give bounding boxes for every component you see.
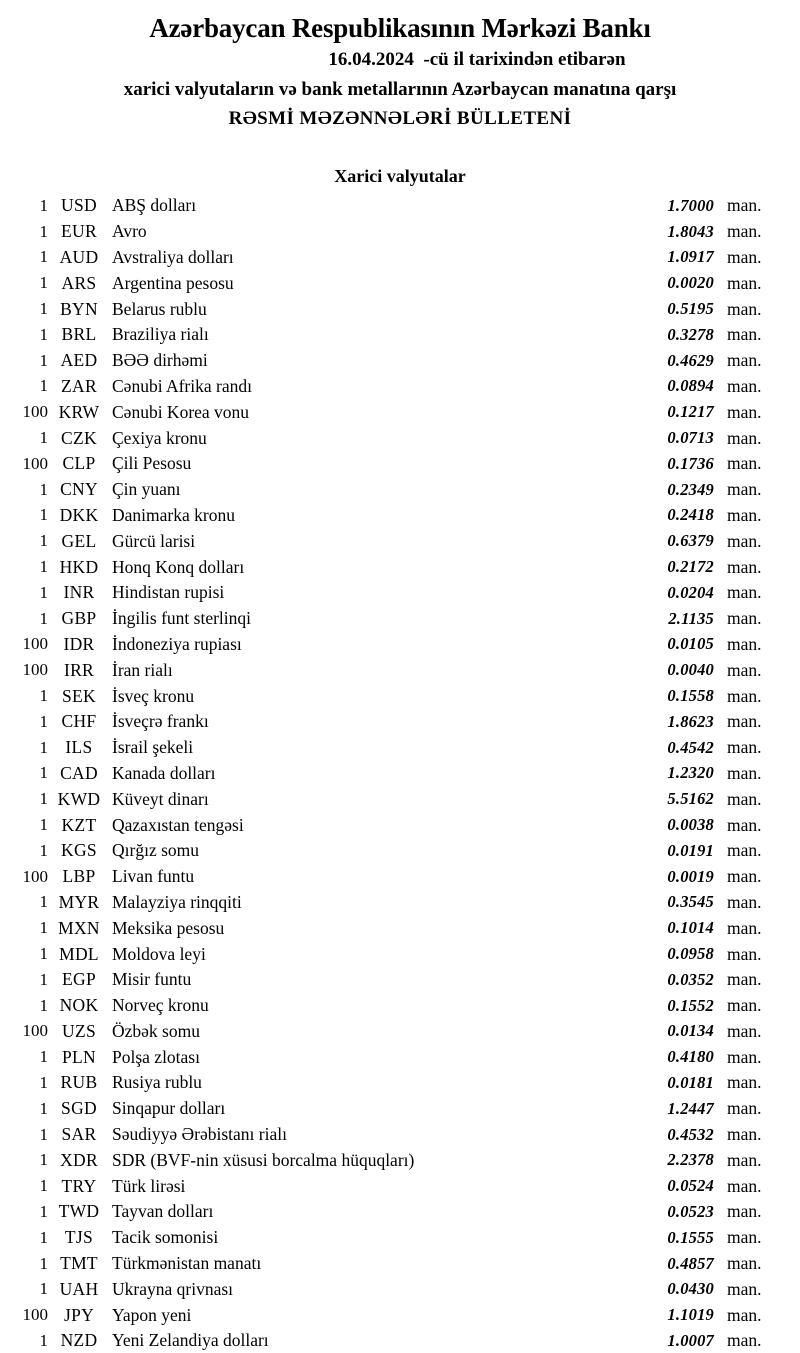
currency-code-cell: SAR (61, 1124, 97, 1145)
quantity-cell: 100 (22, 453, 48, 473)
quantity-cell: 1 (39, 195, 48, 215)
rate-value-cell: 1.0917 (667, 247, 714, 267)
rate-value-cell: 2.1135 (668, 608, 714, 628)
currency-code-cell: ZAR (61, 375, 97, 396)
bulletin-subtitle: xarici valyutaların və bank metallarının Azərbaycan manatına qarşı (123, 79, 677, 100)
quantity-cell: 1 (39, 505, 48, 525)
quantity-cell: 1 (39, 1047, 48, 1067)
currency-code-cell: SEK (62, 685, 96, 706)
rate-value-cell: 0.1552 (667, 995, 714, 1015)
currency-code-cell: EUR (61, 221, 97, 242)
rate-row (0, 1147, 772, 1173)
rate-value-cell: 1.1019 (667, 1305, 714, 1325)
rate-row (0, 864, 772, 890)
quantity-cell: 1 (39, 1201, 48, 1221)
rate-row (0, 1096, 772, 1122)
currency-name-cell: Qırğız somu (112, 840, 200, 861)
unit-label-cell: man. (727, 195, 762, 216)
currency-name-cell: İsrail şekeli (112, 737, 194, 758)
unit-label-cell: man. (727, 917, 762, 938)
unit-label-cell: man. (727, 1046, 762, 1067)
currency-name-cell: Belarus rublu (112, 298, 207, 319)
currency-name-cell: SDR (BVF-nin xüsusi borcalma hüquqları) (112, 1149, 415, 1170)
currency-code-cell: TMT (60, 1253, 98, 1274)
currency-name-cell: Gürcü larisi (112, 530, 196, 551)
quantity-cell: 1 (39, 763, 48, 783)
rate-row (0, 1225, 772, 1251)
rate-row (0, 270, 772, 296)
rate-value-cell: 0.0020 (667, 273, 714, 293)
currency-code-cell: MDL (59, 943, 99, 964)
unit-label-cell: man. (727, 272, 762, 293)
currency-name-cell: Özbək somu (112, 1020, 200, 1041)
rate-value-cell: 1.8623 (667, 711, 714, 731)
currency-name-cell: Braziliya rialı (112, 324, 209, 345)
quantity-cell: 1 (39, 247, 48, 267)
rate-row (0, 786, 772, 812)
rate-row (0, 1019, 772, 1045)
rate-row (0, 632, 772, 658)
rate-row (0, 1070, 772, 1096)
unit-label-cell: man. (727, 840, 762, 861)
currency-code-cell: BYN (60, 298, 98, 319)
currency-code-cell: BRL (61, 324, 97, 345)
quantity-cell: 1 (39, 969, 48, 989)
quantity-cell: 1 (39, 1124, 48, 1144)
currency-code-cell: CNY (60, 479, 98, 500)
effective-date-line: 16.04.2024 -cü il tarixindən etibarən (328, 49, 626, 70)
rate-row (0, 915, 772, 941)
currency-name-cell: Meksika pesosu (112, 917, 225, 938)
currency-name-cell: Sinqapur dolları (112, 1098, 226, 1119)
rates-table (0, 193, 800, 1353)
currency-name-cell: Kanada dolları (112, 762, 216, 783)
currency-code-cell: MXN (58, 917, 100, 938)
unit-label-cell: man. (727, 1098, 762, 1119)
currency-name-cell: Cənubi Afrika randı (112, 375, 252, 396)
currency-code-cell: RUB (60, 1072, 98, 1093)
quantity-cell: 1 (39, 273, 48, 293)
unit-label-cell: man. (727, 1149, 762, 1170)
currency-code-cell: PLN (62, 1046, 96, 1067)
quantity-cell: 1 (39, 428, 48, 448)
rate-value-cell: 0.0181 (667, 1072, 714, 1092)
rate-row (0, 219, 772, 245)
currency-code-cell: TJS (64, 1227, 94, 1248)
rate-row (0, 477, 772, 503)
quantity-cell: 1 (39, 1150, 48, 1170)
rate-row (0, 399, 772, 425)
unit-label-cell: man. (727, 375, 762, 396)
rate-value-cell: 0.1014 (667, 918, 714, 938)
currency-code-cell: UAH (59, 1278, 99, 1299)
currency-code-cell: USD (61, 195, 97, 216)
currency-name-cell: Avro (112, 221, 147, 242)
quantity-cell: 1 (39, 995, 48, 1015)
currency-name-cell: İran rialı (112, 659, 173, 680)
rate-row (0, 503, 772, 529)
section-title-foreign-currencies: Xarici valyutalar (334, 166, 466, 186)
unit-label-cell: man. (727, 737, 762, 758)
currency-code-cell: IRR (63, 659, 95, 680)
unit-label-cell: man. (727, 711, 762, 732)
currency-name-cell: Danimarka kronu (112, 504, 235, 525)
rate-row (0, 606, 772, 632)
unit-label-cell: man. (727, 788, 762, 809)
quantity-cell: 1 (39, 1279, 48, 1299)
rate-value-cell: 0.3545 (667, 892, 714, 912)
bank-title: Azərbaycan Respublikasının Mərkəzi Bankı (149, 13, 651, 43)
quantity-cell: 100 (22, 866, 48, 886)
quantity-cell: 1 (39, 815, 48, 835)
rate-row (0, 1199, 772, 1225)
currency-name-cell: Çexiya kronu (112, 427, 207, 448)
quantity-cell: 1 (39, 1253, 48, 1273)
rate-value-cell: 0.0713 (667, 428, 714, 448)
rate-row (0, 451, 772, 477)
currency-name-cell: ABŞ dolları (112, 195, 197, 216)
quantity-cell: 1 (39, 711, 48, 731)
currency-name-cell: İndoneziya rupiası (112, 633, 242, 654)
rate-row (0, 761, 772, 787)
quantity-cell: 1 (39, 686, 48, 706)
unit-label-cell: man. (727, 1124, 762, 1145)
rate-row (0, 348, 772, 374)
quantity-cell: 1 (39, 1176, 48, 1196)
currency-name-cell: Küveyt dinarı (112, 788, 209, 809)
quantity-cell: 1 (39, 299, 48, 319)
quantity-cell: 1 (39, 531, 48, 551)
currency-code-cell: SGD (61, 1098, 97, 1119)
unit-label-cell: man. (727, 427, 762, 448)
quantity-cell: 1 (39, 918, 48, 938)
quantity-cell: 1 (39, 789, 48, 809)
unit-label-cell: man. (727, 685, 762, 706)
rate-value-cell: 0.4629 (667, 350, 714, 370)
rate-row (0, 1302, 772, 1328)
rate-value-cell: 0.1736 (667, 453, 714, 473)
rate-value-cell: 0.2418 (667, 505, 714, 525)
currency-name-cell: Argentina pesosu (112, 272, 234, 293)
currency-name-cell: İsveçrə frankı (112, 711, 209, 732)
currency-name-cell: Yeni Zelandiya dolları (112, 1330, 269, 1351)
currency-code-cell: KGS (61, 840, 97, 861)
currency-name-cell: Tacik somonisi (112, 1227, 219, 1248)
rate-value-cell: 0.1558 (667, 686, 714, 706)
rate-value-cell: 0.1217 (667, 402, 714, 422)
quantity-cell: 1 (39, 737, 48, 757)
rate-row (0, 735, 772, 761)
unit-label-cell: man. (727, 659, 762, 680)
unit-label-cell: man. (727, 453, 762, 474)
rate-row (0, 657, 772, 683)
unit-label-cell: man. (727, 1175, 762, 1196)
rate-row (0, 838, 772, 864)
currency-name-cell: Hindistan rupisi (112, 582, 225, 603)
quantity-cell: 1 (39, 350, 48, 370)
unit-label-cell: man. (727, 582, 762, 603)
rate-row (0, 1251, 772, 1277)
currency-name-cell: Səudiyyə Ərəbistanı rialı (112, 1124, 287, 1145)
rate-value-cell: 0.4542 (667, 737, 714, 757)
currency-code-cell: NZD (60, 1330, 98, 1351)
currency-code-cell: CHF (61, 711, 97, 732)
quantity-cell: 100 (22, 402, 48, 422)
rate-row (0, 890, 772, 916)
currency-code-cell: KWD (57, 788, 101, 809)
rate-value-cell: 5.5162 (667, 789, 714, 809)
currency-name-cell: Malayziya rinqqiti (112, 891, 242, 912)
currency-name-cell: Yapon yeni (112, 1304, 192, 1325)
quantity-cell: 1 (39, 1072, 48, 1092)
currency-name-cell: Avstraliya dolları (112, 246, 234, 267)
rate-value-cell: 0.0105 (667, 634, 714, 654)
unit-label-cell: man. (727, 1020, 762, 1041)
currency-code-cell: JPY (63, 1304, 95, 1325)
unit-label-cell: man. (727, 504, 762, 525)
rate-value-cell: 0.2349 (667, 479, 714, 499)
currency-code-cell: ARS (61, 272, 97, 293)
currency-code-cell: CLP (62, 453, 96, 474)
currency-code-cell: EGP (62, 969, 96, 990)
currency-code-cell: MYR (58, 891, 100, 912)
unit-label-cell: man. (727, 530, 762, 551)
rate-row (0, 245, 772, 271)
rate-value-cell: 0.0019 (667, 866, 714, 886)
currency-code-cell: KZT (61, 814, 97, 835)
unit-label-cell: man. (727, 608, 762, 629)
currency-name-cell: Polşa zlotası (112, 1046, 200, 1067)
currency-code-cell: XDR (60, 1149, 98, 1170)
currency-code-cell: ILS (65, 737, 93, 758)
quantity-cell: 1 (39, 840, 48, 860)
currency-name-cell: Honq Konq dolları (112, 556, 245, 577)
rate-value-cell: 0.6379 (667, 531, 714, 551)
currency-name-cell: Norveç kronu (112, 995, 209, 1016)
currency-code-cell: NOK (59, 995, 99, 1016)
rate-row (0, 1173, 772, 1199)
unit-label-cell: man. (727, 1330, 762, 1351)
rate-value-cell: 0.0524 (667, 1176, 714, 1196)
rate-row (0, 554, 772, 580)
rate-value-cell: 0.4857 (667, 1253, 714, 1273)
rate-value-cell: 0.0134 (667, 1021, 714, 1041)
rate-row (0, 425, 772, 451)
rate-value-cell: 1.7000 (667, 195, 714, 215)
rate-value-cell: 0.0523 (667, 1201, 714, 1221)
quantity-cell: 100 (22, 634, 48, 654)
currency-name-cell: Cənubi Korea vonu (112, 401, 250, 422)
currency-name-cell: BƏƏ dirhəmi (112, 350, 208, 371)
currency-code-cell: CZK (61, 427, 97, 448)
currency-code-cell: AED (60, 350, 98, 371)
currency-code-cell: CAD (60, 762, 98, 783)
unit-label-cell: man. (727, 1304, 762, 1325)
quantity-cell: 1 (39, 892, 48, 912)
currency-name-cell: Moldova leyi (112, 943, 206, 964)
unit-label-cell: man. (727, 324, 762, 345)
currency-name-cell: İngilis funt sterlinqi (112, 608, 252, 629)
currency-name-cell: Rusiya rublu (112, 1072, 202, 1093)
unit-label-cell: man. (727, 866, 762, 887)
currency-code-cell: KRW (58, 401, 100, 422)
rate-value-cell: 0.2172 (667, 557, 714, 577)
rate-value-cell: 0.0430 (667, 1279, 714, 1299)
quantity-cell: 100 (22, 1305, 48, 1325)
rate-value-cell: 1.0007 (667, 1330, 714, 1350)
rate-row (0, 580, 772, 606)
unit-label-cell: man. (727, 1201, 762, 1222)
quantity-cell: 1 (39, 221, 48, 241)
currency-name-cell: Livan funtu (112, 866, 195, 887)
quantity-cell: 1 (39, 944, 48, 963)
rate-value-cell: 0.0040 (667, 660, 714, 680)
currency-code-cell: TWD (58, 1201, 100, 1222)
currency-name-cell: Türk lirəsi (112, 1175, 186, 1196)
unit-label-cell: man. (727, 1253, 762, 1274)
unit-label-cell: man. (727, 350, 762, 371)
rate-value-cell: 1.8043 (667, 221, 714, 241)
rate-row (0, 941, 772, 967)
rate-value-cell: 0.5195 (667, 299, 714, 319)
currency-name-cell: Çin yuanı (112, 479, 181, 500)
quantity-cell: 1 (39, 479, 48, 499)
quantity-cell: 1 (39, 1098, 48, 1118)
unit-label-cell: man. (727, 891, 762, 912)
rate-row (0, 1276, 772, 1302)
currency-code-cell: LBP (62, 866, 96, 887)
currency-code-cell: AUD (59, 246, 99, 267)
currency-name-cell: Qazaxıstan tengəsi (112, 814, 244, 835)
currency-code-cell: GBP (61, 608, 97, 629)
unit-label-cell: man. (727, 246, 762, 267)
quantity-cell: 1 (39, 1330, 48, 1350)
currency-name-cell: Türkmənistan manatı (112, 1253, 262, 1274)
rate-row (0, 193, 772, 219)
rate-value-cell: 0.0958 (667, 944, 714, 963)
quantity-cell: 1 (39, 557, 48, 577)
rate-row (0, 812, 772, 838)
unit-label-cell: man. (727, 995, 762, 1016)
rate-value-cell: 0.0191 (667, 840, 714, 860)
rate-value-cell: 0.3278 (667, 324, 714, 344)
rate-row (0, 322, 772, 348)
rate-value-cell: 0.1555 (667, 1227, 714, 1247)
rate-value-cell: 0.0894 (667, 376, 714, 396)
rate-value-cell: 0.4180 (667, 1047, 714, 1067)
currency-name-cell: İsveç kronu (112, 685, 195, 706)
currency-code-cell: IDR (63, 633, 95, 654)
currency-name-cell: Tayvan dolları (112, 1201, 214, 1222)
unit-label-cell: man. (727, 762, 762, 783)
unit-label-cell: man. (727, 1227, 762, 1248)
quantity-cell: 100 (22, 1021, 48, 1041)
unit-label-cell: man. (727, 969, 762, 990)
currency-code-cell: HKD (59, 556, 99, 577)
unit-label-cell: man. (727, 479, 762, 500)
unit-label-cell: man. (727, 943, 762, 964)
currency-name-cell: Ukrayna qrivnası (112, 1278, 234, 1299)
rate-row (0, 993, 772, 1019)
rate-row (0, 1328, 772, 1353)
quantity-cell: 1 (39, 376, 48, 396)
unit-label-cell: man. (727, 556, 762, 577)
rate-value-cell: 0.0204 (667, 582, 714, 602)
rate-row (0, 296, 772, 322)
rate-row (0, 528, 772, 554)
rate-value-cell: 0.0352 (667, 969, 714, 989)
unit-label-cell: man. (727, 221, 762, 242)
rate-value-cell: 0.4532 (667, 1124, 714, 1144)
unit-label-cell: man. (727, 1072, 762, 1093)
currency-code-cell: DKK (59, 504, 99, 525)
currency-name-cell: Çili Pesosu (112, 453, 192, 474)
currency-code-cell: TRY (61, 1175, 97, 1196)
rate-row (0, 967, 772, 993)
rate-row (0, 374, 772, 400)
rate-value-cell: 2.2378 (667, 1150, 714, 1170)
quantity-cell: 1 (39, 1227, 48, 1247)
unit-label-cell: man. (727, 1278, 762, 1299)
currency-code-cell: GEL (61, 530, 97, 551)
rate-row (0, 1044, 772, 1070)
quantity-cell: 1 (39, 608, 48, 628)
rate-row (0, 709, 772, 735)
rate-value-cell: 0.0038 (667, 815, 714, 835)
quantity-cell: 100 (22, 660, 48, 680)
currency-code-cell: INR (63, 582, 95, 603)
unit-label-cell: man. (727, 814, 762, 835)
currency-code-cell: UZS (62, 1020, 96, 1041)
currency-name-cell: Misir funtu (112, 969, 192, 990)
rate-value-cell: 1.2320 (667, 763, 714, 783)
quantity-cell: 1 (39, 324, 48, 344)
unit-label-cell: man. (727, 633, 762, 654)
rate-row (0, 1122, 772, 1148)
bulletin-title: RƏSMİ MƏZƏNNƏLƏRİ BÜLLETENİ (228, 108, 572, 129)
unit-label-cell: man. (727, 401, 762, 422)
rate-row (0, 683, 772, 709)
unit-label-cell: man. (727, 298, 762, 319)
rate-value-cell: 1.2447 (667, 1098, 714, 1118)
quantity-cell: 1 (39, 582, 48, 602)
